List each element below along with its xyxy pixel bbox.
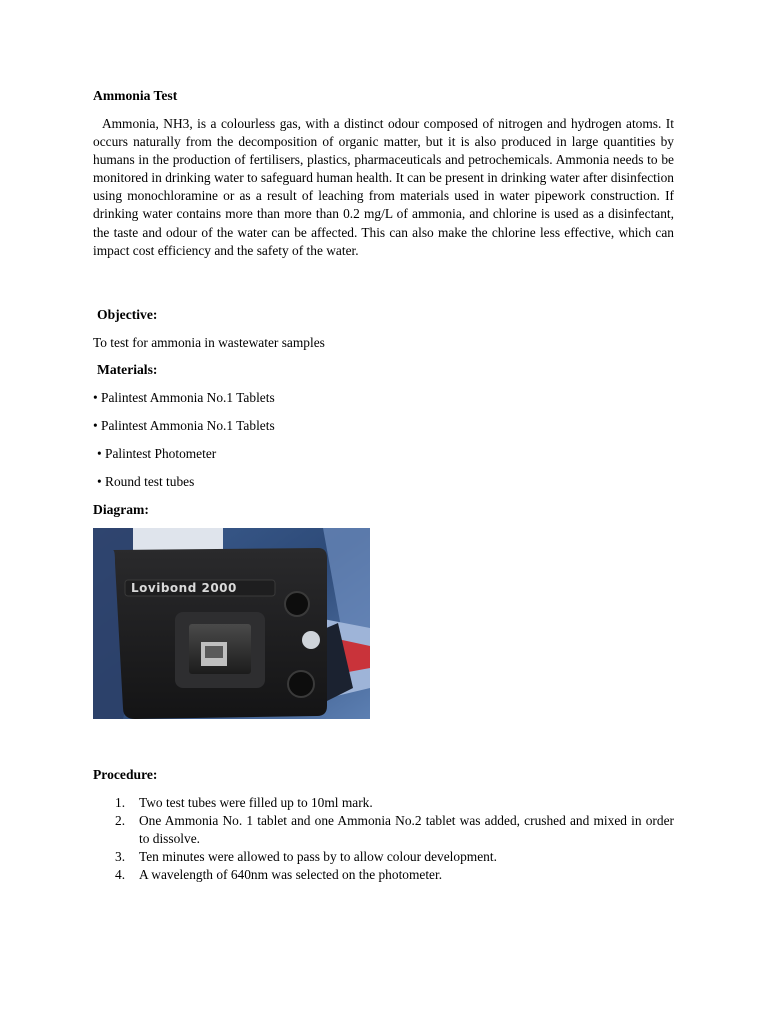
step-text: One Ammonia No. 1 tablet and one Ammonia No.2 tablet was added, crushed and mixed in order to dissolve. [139,813,674,847]
procedure-heading: Procedure: [93,767,158,782]
step-number: 4. [115,867,126,883]
photometer-image [93,528,370,719]
materials-heading: Materials: [97,362,158,377]
step-number: 1. [115,795,126,810]
objective-text: To test for ammonia in wastewater samples [93,335,325,350]
material-item: • Palintest Ammonia No.1 Tablets [93,418,275,433]
material-item: • Palintest Ammonia No.1 Tablets [93,390,275,405]
procedure-step [93,866,674,884]
procedure-step [93,812,674,848]
device-label: Lovibond 2000 [131,581,237,595]
procedure-list [93,794,674,884]
procedure-step [93,794,674,812]
page-title: Ammonia Test [93,88,178,103]
material-item: • Round test tubes [97,474,195,489]
step-text: A wavelength of 640nm was selected on the photometer. [139,867,443,883]
step-text: Two test tubes were filled up to 10ml mark. [139,795,373,810]
intro-text: Ammonia, NH3, is a colourless gas, with a distinct odour composed of nitrogen and hydrogen atoms. It occurs naturally from the decomposition of organic matter, but it is also produced in large quantities by humans in the production of fertilisers, plastics, pharmaceuticals and petrochemicals. Ammonia needs to be monitored in drinking water to safeguard human health. It can be present in drinking water after disinfection using monochloramine or as a result of leaching from materials used in water pipework construction. If drinking water contains more than more than 0.2 mg/L of ammonia, and chlorine is used as a disinfectant, the taste and odour of the water can be affected. This can also make the chlorine less effective, which can impact cost efficiency and the safety of the water. [93,116,674,258]
material-item: • Palintest Photometer [97,446,217,461]
step-number: 2. [115,813,126,829]
procedure-step [93,848,674,866]
intro-paragraph [93,115,674,260]
step-number: 3. [115,849,126,865]
step-text: Ten minutes were allowed to pass by to allow colour development. [139,849,497,865]
objective-heading: Objective: [97,307,158,322]
diagram-heading: Diagram: [93,502,149,517]
diagram-photo [93,528,370,719]
